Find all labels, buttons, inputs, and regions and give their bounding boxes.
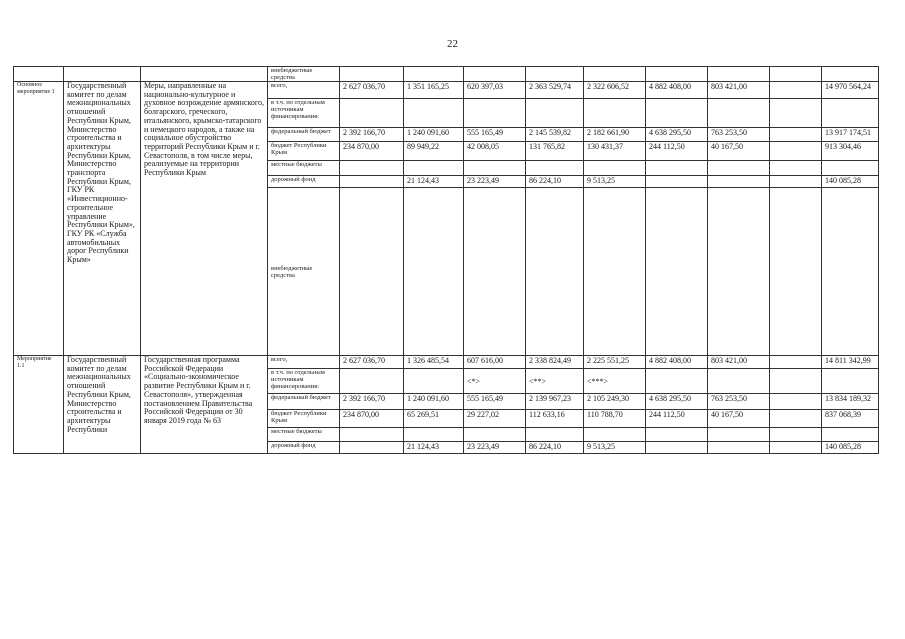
year-value-cell: 86 224,10 [526,176,584,188]
year-value-cell: 1 326 485,54 [404,356,464,369]
total-value-cell [822,369,879,394]
total-value-cell: 14 970 564,24 [822,82,879,99]
year-value-cell: 130 431,37 [584,142,646,161]
value-cell [708,67,770,82]
year-value-cell: 2 145 539,82 [526,128,584,142]
year-value-cell: 4 638 295,50 [646,394,708,410]
year-value-cell: 555 165,49 [464,394,526,410]
year-value-cell [404,369,464,394]
year-value-cell: 1 240 091,60 [404,394,464,410]
year-value-cell [464,161,526,176]
year-value-cell [770,428,822,442]
funding-source-label: дорожный фонд [268,442,340,454]
funding-source-label: в т.ч. по отдельным источникам финансирования: [268,99,340,128]
year-value-cell: 23 223,49 [464,176,526,188]
total-value-cell: 140 085,28 [822,442,879,454]
year-value-cell: 2 182 661,90 [584,128,646,142]
year-value-cell [526,161,584,176]
year-value-cell: 9 513,25 [584,176,646,188]
year-value-cell [464,188,526,356]
year-value-cell [708,428,770,442]
year-value-cell: 763 253,50 [708,394,770,410]
year-value-cell: 29 227,02 [464,410,526,428]
value-cell [646,67,708,82]
year-value-cell: 555 165,49 [464,128,526,142]
year-value-cell: 803 421,00 [708,82,770,99]
total-value-cell: 140 085,28 [822,176,879,188]
year-value-cell [464,99,526,128]
year-value-cell [340,369,404,394]
funding-source-label: в т.ч. по отдельным источникам финансирования: [268,369,340,394]
year-value-cell: 65 269,51 [404,410,464,428]
executor-cell: Государственный комитет по делам межнациональных отношений Республики Крым, Министерство строительства и архитектуры Республики [64,356,141,454]
funding-source-label: федеральный бюджет [268,394,340,410]
year-value-cell [770,410,822,428]
funding-source-label: всего, [268,356,340,369]
year-value-cell: 2 627 036,70 [340,356,404,369]
year-value-cell [646,176,708,188]
year-value-cell: 244 112,50 [646,410,708,428]
year-value-cell [708,442,770,454]
total-value-cell [822,161,879,176]
year-value-cell [770,82,822,99]
table-row [14,82,879,99]
year-value-cell [770,99,822,128]
total-value-cell: 13 917 174,51 [822,128,879,142]
funding-source-label: федеральный бюджет [268,128,340,142]
value-cell [340,67,404,82]
funding-source-label: дорожный фонд [268,176,340,188]
year-value-cell [404,99,464,128]
year-value-cell [770,128,822,142]
value-cell [464,67,526,82]
year-value-cell: 2 322 606,52 [584,82,646,99]
year-value-cell: 40 167,50 [708,142,770,161]
funding-source-label: местные бюджеты [268,161,340,176]
year-value-cell [646,161,708,176]
year-value-cell: 23 223,49 [464,442,526,454]
empty-cell [64,67,141,82]
year-value-cell: 1 351 165,25 [404,82,464,99]
total-value-cell: 913 304,46 [822,142,879,161]
year-value-cell [404,428,464,442]
funding-source-label: бюджет Республики Крым [268,142,340,161]
year-value-cell [708,99,770,128]
value-cell [584,67,646,82]
year-value-cell [770,161,822,176]
total-value-cell [822,99,879,128]
year-value-cell [584,188,646,356]
table-row [14,356,879,369]
activity-code: Основное мероприятие 1 [14,82,64,356]
year-value-cell [340,161,404,176]
empty-cell [14,67,64,82]
year-value-cell [708,188,770,356]
year-value-cell: 9 513,25 [584,442,646,454]
year-value-cell: 803 421,00 [708,356,770,369]
year-value-cell [340,99,404,128]
year-value-cell [770,442,822,454]
year-value-cell [646,99,708,128]
year-value-cell: <**> [526,369,584,394]
year-value-cell [584,161,646,176]
year-value-cell: 86 224,10 [526,442,584,454]
year-value-cell [708,369,770,394]
activity-description: Меры, направленные на национально-культурное и духовное возрождение армянского, болгарского, греческого, итальянского, крымско-татарского и немецкого народов, а также на социальное обустройство территорий Республики Крым и г. Севастополя, в том числе меры, реализуемые на территории Республики Крым [141,82,268,356]
year-value-cell [646,428,708,442]
year-value-cell: 2 392 166,70 [340,394,404,410]
year-value-cell [646,442,708,454]
total-value-cell [822,188,879,356]
year-value-cell: 234 870,00 [340,142,404,161]
year-value-cell [340,188,404,356]
year-value-cell: 2 627 036,70 [340,82,404,99]
year-value-cell [404,188,464,356]
year-value-cell: 21 124,43 [404,176,464,188]
table-row [14,67,879,82]
activity-description: Государственная программа Российской Федерации «Социально-экономическое развитие Республики Крым и г. Севастополя», утвержденная постановлением Правительства Российской Федерации от 30 января 2019 года № 63 [141,356,268,454]
year-value-cell: 244 112,50 [646,142,708,161]
funding-source-label: местные бюджеты [268,428,340,442]
year-value-cell [708,161,770,176]
year-value-cell: <*> [464,369,526,394]
year-value-cell: 2 392 166,70 [340,128,404,142]
year-value-cell [340,428,404,442]
total-value-cell: 14 811 342,99 [822,356,879,369]
total-value-cell: 13 834 189,32 [822,394,879,410]
year-value-cell: 4 882 408,00 [646,82,708,99]
year-value-cell: 21 124,43 [404,442,464,454]
year-value-cell [708,176,770,188]
empty-cell [141,67,268,82]
year-value-cell [526,99,584,128]
year-value-cell: 2 105 249,30 [584,394,646,410]
year-value-cell: 2 338 824,49 [526,356,584,369]
year-value-cell: 42 008,05 [464,142,526,161]
year-value-cell: 4 882 408,00 [646,356,708,369]
funding-source-label: бюджет Республики Крым [268,410,340,428]
page-number: 22 [447,38,458,50]
year-value-cell [646,188,708,356]
value-cell [404,67,464,82]
year-value-cell [770,394,822,410]
executor-cell: Государственный комитет по делам межнациональных отношений Республики Крым, Министерство строительства и архитектуры Республики Крым, Министерство транспорта Республики Крым, ГКУ РК «Инвестиционно-строительное управление Республики Крым», ГКУ РК «Служба автомобильных дорог Республики Крым» [64,82,141,356]
year-value-cell [770,188,822,356]
year-value-cell: 620 397,03 [464,82,526,99]
year-value-cell: 234 870,00 [340,410,404,428]
year-value-cell [584,99,646,128]
year-value-cell: 2 139 967,23 [526,394,584,410]
year-value-cell [770,369,822,394]
year-value-cell: 2 363 529,74 [526,82,584,99]
activity-code: Мероприятие 1.1 [14,356,64,454]
year-value-cell: 89 949,22 [404,142,464,161]
total-value-cell: 837 068,39 [822,410,879,428]
year-value-cell [526,428,584,442]
budget-table [13,66,879,454]
funding-source-label: внебюджетные средства [268,67,340,82]
value-cell [526,67,584,82]
year-value-cell [464,428,526,442]
year-value-cell: 131 765,82 [526,142,584,161]
year-value-cell: 110 788,70 [584,410,646,428]
year-value-cell: 4 638 295,50 [646,128,708,142]
year-value-cell: <***> [584,369,646,394]
year-value-cell: 1 240 091,60 [404,128,464,142]
year-value-cell [770,176,822,188]
year-value-cell [526,188,584,356]
year-value-cell [770,142,822,161]
year-value-cell: 40 167,50 [708,410,770,428]
year-value-cell [646,369,708,394]
funding-source-label: внебюджетные средства [268,188,340,356]
year-value-cell: 763 253,50 [708,128,770,142]
year-value-cell: 2 225 551,25 [584,356,646,369]
value-cell [822,67,879,82]
year-value-cell [584,428,646,442]
year-value-cell: 607 616,00 [464,356,526,369]
funding-source-label: всего, [268,82,340,99]
year-value-cell: 112 633,16 [526,410,584,428]
year-value-cell [340,442,404,454]
year-value-cell [770,356,822,369]
value-cell [770,67,822,82]
total-value-cell [822,428,879,442]
year-value-cell [404,161,464,176]
year-value-cell [340,176,404,188]
